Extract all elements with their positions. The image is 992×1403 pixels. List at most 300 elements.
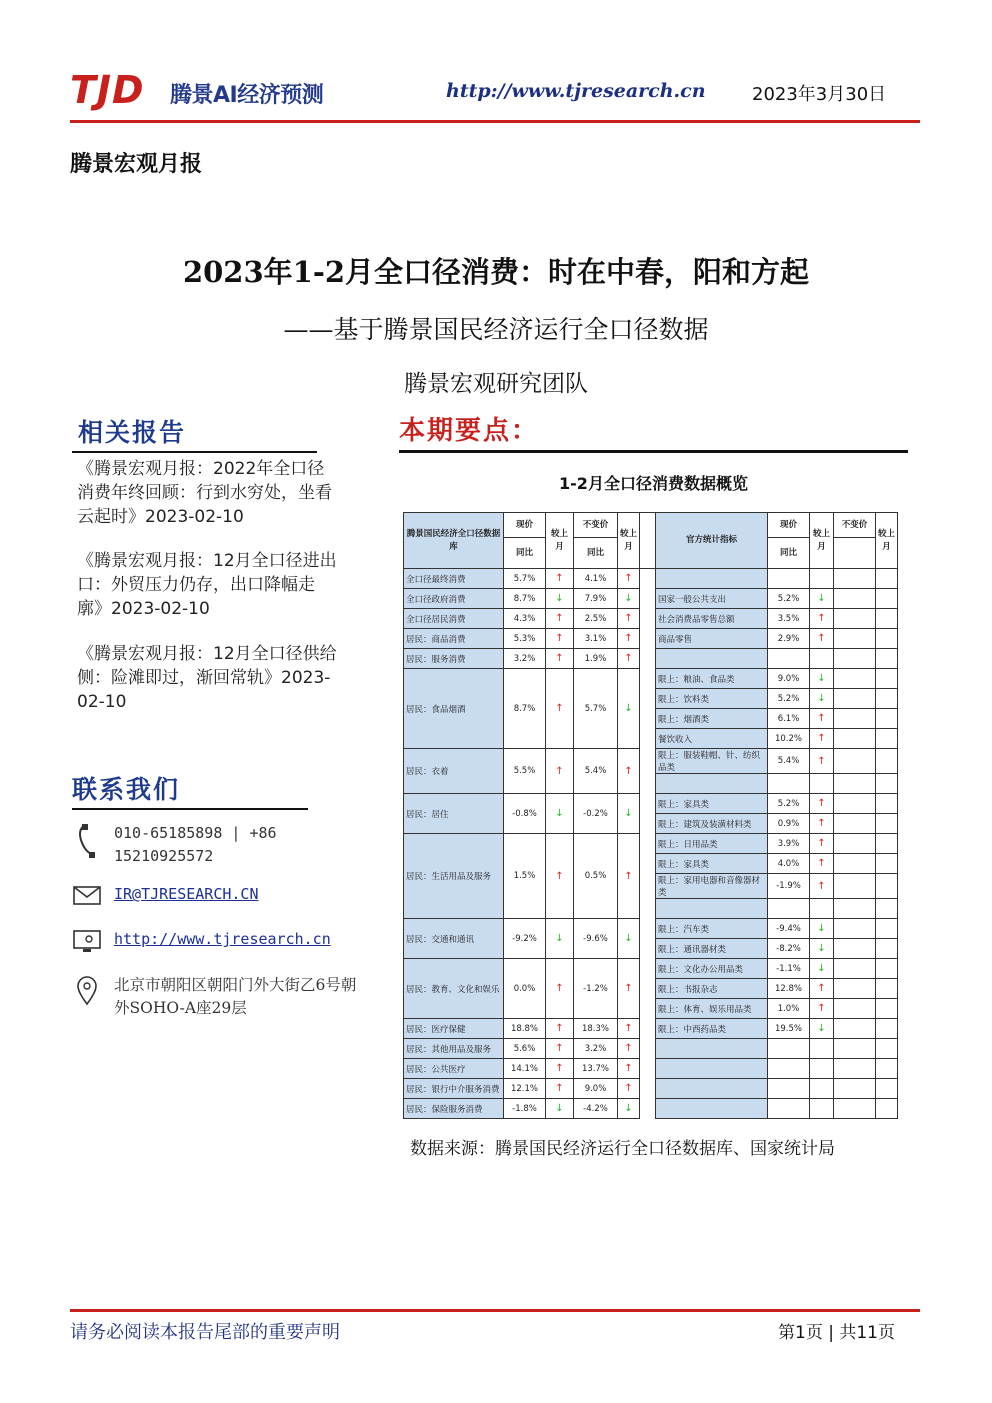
official-indicator-name: 限上：建筑及装潢材料类 bbox=[656, 814, 768, 834]
empty-cell bbox=[876, 649, 898, 669]
arrow-up-icon: ↑ bbox=[618, 1059, 640, 1079]
arrow-up-icon: ↑ bbox=[618, 959, 640, 1019]
header-database: 腾景国民经济全口径数据库 bbox=[404, 513, 504, 569]
location-pin-icon bbox=[72, 974, 102, 1004]
header-current-price: 现价 bbox=[768, 513, 810, 538]
empty-cell bbox=[876, 1099, 898, 1119]
official-yoy: 10.2% bbox=[768, 729, 810, 749]
arrow-up-icon: ↑ bbox=[810, 629, 834, 649]
current-price-yoy: 0.0% bbox=[504, 959, 546, 1019]
arrow-down-icon: ↓ bbox=[546, 1099, 574, 1119]
current-price-yoy: 12.1% bbox=[504, 1079, 546, 1099]
current-price-yoy: 8.7% bbox=[504, 589, 546, 609]
arrow-down-icon: ↓ bbox=[618, 1099, 640, 1119]
empty-cell bbox=[876, 569, 898, 589]
current-price-yoy: 1.5% bbox=[504, 834, 546, 919]
empty-cell bbox=[834, 959, 876, 979]
contact-email-row[interactable] bbox=[72, 883, 362, 909]
db-indicator-name: 居民：衣着 bbox=[404, 749, 504, 794]
empty-cell bbox=[876, 774, 898, 794]
official-yoy: 0.9% bbox=[768, 814, 810, 834]
official-yoy bbox=[768, 1039, 810, 1059]
empty-cell bbox=[810, 649, 834, 669]
contact-divider bbox=[72, 808, 308, 810]
page-subtitle: ——基于腾景国民经济运行全口径数据 bbox=[283, 315, 709, 344]
empty-cell bbox=[834, 649, 876, 669]
table-row bbox=[404, 1059, 898, 1079]
table-gap bbox=[640, 1039, 656, 1059]
arrow-down-icon: ↓ bbox=[810, 669, 834, 689]
official-indicator-name: 限上：饮料类 bbox=[656, 689, 768, 709]
related-reports-heading: 相关报告 bbox=[78, 418, 187, 447]
empty-cell bbox=[876, 1019, 898, 1039]
empty-cell bbox=[876, 939, 898, 959]
mail-icon bbox=[72, 883, 102, 913]
current-price-yoy: 14.1% bbox=[504, 1059, 546, 1079]
official-indicator-name: 限上：日用品类 bbox=[656, 834, 768, 854]
header-yoy-blank bbox=[834, 538, 876, 569]
official-indicator-name: 限上：家具类 bbox=[656, 794, 768, 814]
empty-cell bbox=[834, 899, 876, 919]
empty-cell bbox=[834, 569, 876, 589]
arrow-up-icon: ↑ bbox=[546, 1079, 574, 1099]
arrow-up-icon: ↑ bbox=[618, 749, 640, 794]
empty-cell bbox=[876, 1059, 898, 1079]
arrow-up-icon: ↑ bbox=[810, 794, 834, 814]
current-price-yoy: 5.7% bbox=[504, 569, 546, 589]
empty-cell bbox=[876, 749, 898, 774]
data-source: 数据来源：腾景国民经济运行全口径数据库、国家统计局 bbox=[410, 1139, 835, 1159]
empty-cell bbox=[834, 609, 876, 629]
db-indicator-name: 居民：教育、文化和娱乐 bbox=[404, 959, 504, 1019]
constant-price-yoy: -4.2% bbox=[574, 1099, 618, 1119]
table-row bbox=[404, 1079, 898, 1099]
official-yoy bbox=[768, 1099, 810, 1119]
official-yoy: 5.2% bbox=[768, 794, 810, 814]
table-gap bbox=[640, 689, 656, 709]
empty-cell bbox=[810, 1039, 834, 1059]
empty-cell bbox=[834, 939, 876, 959]
constant-price-yoy: 5.7% bbox=[574, 669, 618, 749]
table-gap bbox=[640, 874, 656, 899]
official-yoy: 5.2% bbox=[768, 589, 810, 609]
phone-icon bbox=[72, 822, 102, 852]
empty-cell bbox=[876, 899, 898, 919]
official-indicator-name: 商品零售 bbox=[656, 629, 768, 649]
arrow-up-icon: ↑ bbox=[546, 1039, 574, 1059]
official-indicator-name bbox=[656, 649, 768, 669]
empty-cell bbox=[810, 774, 834, 794]
related-report-item[interactable]: 《腾景宏观月报：12月全口径供给侧：险滩即过，渐回常轨》2023-02-10 bbox=[77, 644, 337, 712]
official-indicator-name: 限上：书报杂志 bbox=[656, 979, 768, 999]
arrow-down-icon: ↓ bbox=[618, 589, 640, 609]
empty-cell bbox=[876, 669, 898, 689]
page-number: 第1页 | 共11页 bbox=[778, 1323, 895, 1343]
header-vs-last-month: 较上月 bbox=[876, 513, 898, 569]
table-gap bbox=[640, 1079, 656, 1099]
empty-cell bbox=[876, 834, 898, 854]
arrow-up-icon: ↑ bbox=[546, 1059, 574, 1079]
contact-address-row bbox=[72, 974, 362, 1024]
empty-cell bbox=[834, 774, 876, 794]
empty-cell bbox=[834, 709, 876, 729]
highlights-divider bbox=[399, 450, 908, 453]
constant-price-yoy: -1.2% bbox=[574, 959, 618, 1019]
db-indicator-name: 居民：医疗保健 bbox=[404, 1019, 504, 1039]
empty-cell bbox=[810, 1079, 834, 1099]
logo-mark: TJD bbox=[70, 68, 145, 112]
table-gap bbox=[640, 854, 656, 874]
official-indicator-name bbox=[656, 569, 768, 589]
table-title: 1-2月全口径消费数据概览 bbox=[559, 474, 748, 493]
official-yoy: 5.4% bbox=[768, 749, 810, 774]
arrow-up-icon: ↑ bbox=[618, 629, 640, 649]
official-indicator-name: 限上：汽车类 bbox=[656, 919, 768, 939]
empty-cell bbox=[876, 1079, 898, 1099]
arrow-up-icon: ↑ bbox=[618, 834, 640, 919]
table-gap bbox=[640, 774, 656, 794]
official-indicator-name: 国家一般公共支出 bbox=[656, 589, 768, 609]
arrow-up-icon: ↑ bbox=[810, 709, 834, 729]
arrow-up-icon: ↑ bbox=[618, 649, 640, 669]
table-row bbox=[404, 609, 898, 629]
current-price-yoy: -1.8% bbox=[504, 1099, 546, 1119]
arrow-up-icon: ↑ bbox=[618, 1079, 640, 1099]
db-indicator-name: 居民：银行中介服务消费 bbox=[404, 1079, 504, 1099]
arrow-up-icon: ↑ bbox=[546, 1019, 574, 1039]
footer-divider bbox=[70, 1309, 920, 1312]
official-yoy: 6.1% bbox=[768, 709, 810, 729]
constant-price-yoy: 5.4% bbox=[574, 749, 618, 794]
table-gap bbox=[640, 834, 656, 854]
db-indicator-name: 居民：服务消费 bbox=[404, 649, 504, 669]
related-report-item[interactable]: 《腾景宏观月报：12月全口径进出口：外贸压力仍存，出口降幅走廓》2023-02-10 bbox=[77, 551, 337, 619]
arrow-up-icon: ↑ bbox=[810, 609, 834, 629]
arrow-down-icon: ↓ bbox=[546, 794, 574, 834]
arrow-up-icon: ↑ bbox=[810, 854, 834, 874]
arrow-down-icon: ↓ bbox=[810, 1019, 834, 1039]
header-url-link[interactable]: http://www.tjresearch.cn bbox=[446, 80, 706, 102]
table-row bbox=[404, 649, 898, 669]
header-yoy: 同比 bbox=[574, 538, 618, 569]
official-yoy: -1.1% bbox=[768, 959, 810, 979]
arrow-down-icon: ↓ bbox=[546, 589, 574, 609]
constant-price-yoy: 2.5% bbox=[574, 609, 618, 629]
db-indicator-name: 居民：交通和通讯 bbox=[404, 919, 504, 959]
logo-text: 腾景AI经济预测 bbox=[170, 83, 324, 108]
table-gap bbox=[640, 669, 656, 689]
empty-cell bbox=[876, 609, 898, 629]
current-price-yoy: 18.8% bbox=[504, 1019, 546, 1039]
table-gap bbox=[640, 1059, 656, 1079]
table-row bbox=[404, 669, 898, 689]
table-gap bbox=[640, 729, 656, 749]
current-price-yoy: 5.6% bbox=[504, 1039, 546, 1059]
official-indicator-name: 限上：体育、娱乐用品类 bbox=[656, 999, 768, 1019]
table-gap bbox=[640, 794, 656, 814]
arrow-up-icon: ↑ bbox=[810, 814, 834, 834]
arrow-down-icon: ↓ bbox=[810, 939, 834, 959]
db-indicator-name: 居民：商品消费 bbox=[404, 629, 504, 649]
arrow-down-icon: ↓ bbox=[618, 919, 640, 959]
official-indicator-name: 限上：文化办公用品类 bbox=[656, 959, 768, 979]
arrow-up-icon: ↑ bbox=[546, 649, 574, 669]
highlights-heading: 本期要点： bbox=[399, 416, 540, 446]
arrow-down-icon: ↓ bbox=[546, 919, 574, 959]
table-gap bbox=[640, 513, 656, 569]
table-gap bbox=[640, 919, 656, 939]
table-header-row bbox=[404, 513, 898, 538]
footer-notice: 请务必阅读本报告尾部的重要声明 bbox=[70, 1322, 340, 1343]
official-yoy: 3.9% bbox=[768, 834, 810, 854]
constant-price-yoy: -9.6% bbox=[574, 919, 618, 959]
arrow-down-icon: ↓ bbox=[810, 919, 834, 939]
empty-cell bbox=[834, 1019, 876, 1039]
arrow-up-icon: ↑ bbox=[810, 749, 834, 774]
official-indicator-name bbox=[656, 774, 768, 794]
empty-cell bbox=[834, 729, 876, 749]
arrow-down-icon: ↓ bbox=[810, 589, 834, 609]
empty-cell bbox=[834, 834, 876, 854]
contact-heading: 联系我们 bbox=[72, 775, 181, 804]
official-yoy bbox=[768, 899, 810, 919]
table-gap bbox=[640, 959, 656, 979]
official-indicator-name bbox=[656, 1099, 768, 1119]
constant-price-yoy: 13.7% bbox=[574, 1059, 618, 1079]
db-indicator-name: 居民：公共医疗 bbox=[404, 1059, 504, 1079]
db-indicator-name: 居民：保险服务消费 bbox=[404, 1099, 504, 1119]
official-indicator-name bbox=[656, 899, 768, 919]
empty-cell bbox=[834, 749, 876, 774]
table-gap bbox=[640, 814, 656, 834]
official-indicator-name: 限上：中西药品类 bbox=[656, 1019, 768, 1039]
related-report-item[interactable]: 《腾景宏观月报：2022年全口径消费年终回顾：行到水穷处，坐看云起时》2023-02-10 bbox=[77, 459, 332, 527]
empty-cell bbox=[834, 669, 876, 689]
official-indicator-name: 限上：服装鞋帽、针、纺织品类 bbox=[656, 749, 768, 774]
table-gap bbox=[640, 709, 656, 729]
official-indicator-name: 限上：粮油、食品类 bbox=[656, 669, 768, 689]
table-gap bbox=[640, 589, 656, 609]
constant-price-yoy: 3.2% bbox=[574, 1039, 618, 1059]
empty-cell bbox=[834, 814, 876, 834]
arrow-up-icon: ↑ bbox=[546, 834, 574, 919]
empty-cell bbox=[834, 854, 876, 874]
empty-cell bbox=[834, 1059, 876, 1079]
empty-cell bbox=[876, 999, 898, 1019]
empty-cell bbox=[876, 814, 898, 834]
empty-cell bbox=[834, 1099, 876, 1119]
empty-cell bbox=[834, 979, 876, 999]
header-divider bbox=[70, 120, 920, 123]
current-price-yoy: -9.2% bbox=[504, 919, 546, 959]
official-yoy bbox=[768, 649, 810, 669]
empty-cell bbox=[810, 569, 834, 589]
contact-phone-row bbox=[72, 822, 362, 868]
empty-cell bbox=[876, 709, 898, 729]
db-indicator-name: 居民：食品烟酒 bbox=[404, 669, 504, 749]
table-gap bbox=[640, 649, 656, 669]
consumption-overview-table bbox=[403, 512, 898, 1119]
official-yoy: 5.2% bbox=[768, 689, 810, 709]
email-link[interactable]: IR@TJRESEARCH.CN bbox=[114, 885, 259, 903]
contact-website-row[interactable] bbox=[72, 928, 362, 956]
empty-cell bbox=[834, 1039, 876, 1059]
current-price-yoy: 5.3% bbox=[504, 629, 546, 649]
official-yoy: -9.4% bbox=[768, 919, 810, 939]
header-yoy: 同比 bbox=[768, 538, 810, 569]
table-gap bbox=[640, 999, 656, 1019]
empty-cell bbox=[876, 1039, 898, 1059]
table-row bbox=[404, 834, 898, 854]
arrow-up-icon: ↑ bbox=[618, 609, 640, 629]
official-indicator-name: 限上：家具类 bbox=[656, 854, 768, 874]
db-indicator-name: 居民：其他用品及服务 bbox=[404, 1039, 504, 1059]
current-price-yoy: 5.5% bbox=[504, 749, 546, 794]
arrow-up-icon: ↑ bbox=[546, 669, 574, 749]
table-gap bbox=[640, 939, 656, 959]
table-gap bbox=[640, 1019, 656, 1039]
current-price-yoy: 3.2% bbox=[504, 649, 546, 669]
table-row bbox=[404, 919, 898, 939]
address-text: 北京市朝阳区朝阳门外大街乙6号朝外SOHO-A座29层 bbox=[114, 976, 357, 1017]
header-current-price: 现价 bbox=[504, 513, 546, 538]
official-indicator-name bbox=[656, 1039, 768, 1059]
table-row bbox=[404, 794, 898, 814]
empty-cell bbox=[834, 919, 876, 939]
official-yoy: 3.5% bbox=[768, 609, 810, 629]
table-gap bbox=[640, 1099, 656, 1119]
arrow-down-icon: ↓ bbox=[618, 794, 640, 834]
arrow-up-icon: ↑ bbox=[618, 569, 640, 589]
official-indicator-name: 限上：家用电器和音像器材类 bbox=[656, 874, 768, 899]
table-gap bbox=[640, 899, 656, 919]
constant-price-yoy: 0.5% bbox=[574, 834, 618, 919]
official-indicator-name: 限上：通讯器材类 bbox=[656, 939, 768, 959]
constant-price-yoy: 7.9% bbox=[574, 589, 618, 609]
official-yoy: 1.0% bbox=[768, 999, 810, 1019]
empty-cell bbox=[810, 1059, 834, 1079]
empty-cell bbox=[876, 794, 898, 814]
official-indicator-name bbox=[656, 1059, 768, 1079]
table-gap bbox=[640, 979, 656, 999]
official-yoy: -1.9% bbox=[768, 874, 810, 899]
header-vs-last-month: 较上月 bbox=[618, 513, 640, 569]
empty-cell bbox=[876, 629, 898, 649]
empty-cell bbox=[834, 1079, 876, 1099]
computer-icon bbox=[72, 928, 102, 958]
table-row bbox=[404, 589, 898, 609]
empty-cell bbox=[876, 979, 898, 999]
header-constant-price: 不变价 bbox=[574, 513, 618, 538]
table-row bbox=[404, 959, 898, 979]
empty-cell bbox=[834, 629, 876, 649]
empty-cell bbox=[876, 729, 898, 749]
arrow-up-icon: ↑ bbox=[618, 1039, 640, 1059]
official-yoy: 9.0% bbox=[768, 669, 810, 689]
constant-price-yoy: 3.1% bbox=[574, 629, 618, 649]
official-yoy: -8.2% bbox=[768, 939, 810, 959]
official-indicator-name: 餐饮收入 bbox=[656, 729, 768, 749]
db-indicator-name: 全口径最终消费 bbox=[404, 569, 504, 589]
table-row bbox=[404, 1019, 898, 1039]
report-date: 2023年3月30日 bbox=[752, 84, 887, 105]
arrow-up-icon: ↑ bbox=[810, 729, 834, 749]
table-row bbox=[404, 629, 898, 649]
arrow-up-icon: ↑ bbox=[810, 999, 834, 1019]
report-series: 腾景宏观月报 bbox=[70, 152, 203, 177]
empty-cell bbox=[876, 874, 898, 899]
header-constant-price: 不变价 bbox=[834, 513, 876, 538]
official-yoy bbox=[768, 569, 810, 589]
official-yoy: 2.9% bbox=[768, 629, 810, 649]
empty-cell bbox=[876, 959, 898, 979]
db-indicator-name: 居民：居住 bbox=[404, 794, 504, 834]
arrow-down-icon: ↓ bbox=[810, 689, 834, 709]
official-yoy: 12.8% bbox=[768, 979, 810, 999]
db-indicator-name: 全口径居民消费 bbox=[404, 609, 504, 629]
empty-cell bbox=[834, 874, 876, 899]
table-gap bbox=[640, 749, 656, 774]
empty-cell bbox=[876, 919, 898, 939]
empty-cell bbox=[834, 794, 876, 814]
header-official-indicator: 官方统计指标 bbox=[656, 513, 768, 569]
empty-cell bbox=[834, 589, 876, 609]
arrow-down-icon: ↓ bbox=[810, 959, 834, 979]
related-divider bbox=[72, 451, 317, 453]
current-price-yoy: 4.3% bbox=[504, 609, 546, 629]
arrow-up-icon: ↑ bbox=[546, 609, 574, 629]
current-price-yoy: 8.7% bbox=[504, 669, 546, 749]
table-gap bbox=[640, 569, 656, 589]
header-vs-last-month: 较上月 bbox=[810, 513, 834, 569]
website-link[interactable]: http://www.tjresearch.cn bbox=[114, 930, 331, 948]
arrow-up-icon: ↑ bbox=[546, 749, 574, 794]
header-vs-last-month: 较上月 bbox=[546, 513, 574, 569]
empty-cell bbox=[810, 1099, 834, 1119]
empty-cell bbox=[834, 999, 876, 1019]
table-gap bbox=[640, 609, 656, 629]
constant-price-yoy: 18.3% bbox=[574, 1019, 618, 1039]
official-indicator-name: 社会消费品零售总额 bbox=[656, 609, 768, 629]
official-indicator-name: 限上：烟酒类 bbox=[656, 709, 768, 729]
official-yoy: 4.0% bbox=[768, 854, 810, 874]
arrow-up-icon: ↑ bbox=[810, 874, 834, 899]
table-gap bbox=[640, 629, 656, 649]
header-yoy: 同比 bbox=[504, 538, 546, 569]
empty-cell bbox=[876, 689, 898, 709]
table-row bbox=[404, 749, 898, 774]
empty-cell bbox=[810, 899, 834, 919]
arrow-up-icon: ↑ bbox=[546, 629, 574, 649]
table-row bbox=[404, 1039, 898, 1059]
empty-cell bbox=[876, 589, 898, 609]
author-team: 腾景宏观研究团队 bbox=[404, 371, 588, 397]
arrow-up-icon: ↑ bbox=[546, 569, 574, 589]
arrow-down-icon: ↓ bbox=[618, 669, 640, 749]
arrow-up-icon: ↑ bbox=[810, 979, 834, 999]
official-yoy: 19.5% bbox=[768, 1019, 810, 1039]
constant-price-yoy: 4.1% bbox=[574, 569, 618, 589]
db-indicator-name: 居民：生活用品及服务 bbox=[404, 834, 504, 919]
official-yoy bbox=[768, 1079, 810, 1099]
constant-price-yoy: -0.2% bbox=[574, 794, 618, 834]
constant-price-yoy: 1.9% bbox=[574, 649, 618, 669]
empty-cell bbox=[876, 854, 898, 874]
arrow-up-icon: ↑ bbox=[618, 1019, 640, 1039]
official-indicator-name bbox=[656, 1079, 768, 1099]
table-row bbox=[404, 1099, 898, 1119]
current-price-yoy: -0.8% bbox=[504, 794, 546, 834]
